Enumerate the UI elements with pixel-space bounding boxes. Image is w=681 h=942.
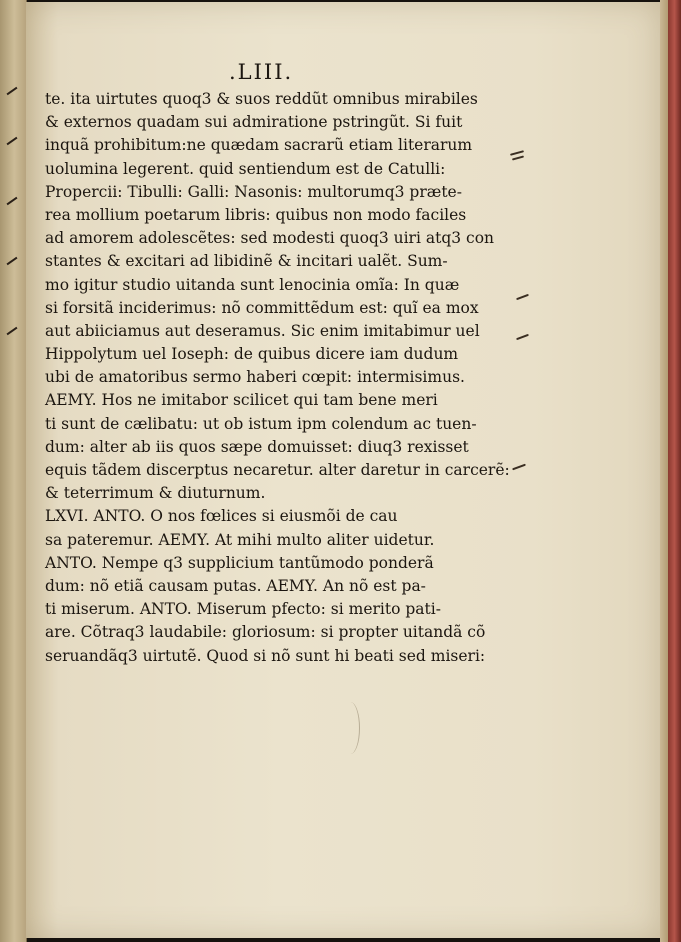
text-line: Hippolytum uel Ioseph: de quibus dicere iam dudum [45,345,459,364]
text-line: stantes & excitari ad libidinẽ & incitari ualẽt. Sum- [45,252,448,271]
text-line: te. ita uirtutes quoq3 & suos reddũt omnibus mirabiles [45,90,478,108]
margin-mark-icon [7,87,18,96]
marginal-note-icon [516,292,532,302]
margin-mark-icon [7,137,18,146]
text-line: dum: alter ab iis quos sæpe domuisset: diuq3 rexisset [45,437,469,456]
text-line: inquã prohibitum:ne quædam sacrarũ etiam literarum [45,136,473,155]
text-line: ad amorem adolescẽtes: sed modesti quoq3 uiri atq3 con [45,229,495,248]
margin-mark-icon [7,327,18,336]
margin-mark-icon [7,257,18,266]
marginal-note-icon [512,462,528,472]
text-line: si forsitã inciderimus: nõ committẽdum est: quĩ ea mox [45,298,479,317]
text-line: ti sunt de cælibatu: ut ob istum ipm colendum ac tuen- [45,414,477,433]
text-line: & teterrimum & diuturnum. [45,484,266,503]
margin-mark-icon [7,197,18,206]
text-line: & externos quadam sui admiratione pstringũt. Si fuit [45,113,463,132]
text-line: ti miserum. ANTO. Miserum pfecto: si merito pati- [45,600,441,619]
text-line: ubi de amatoribus sermo haberi cœpit: intermisimus. [45,368,465,387]
marginal-note-icon [516,332,532,342]
text-line: equis tãdem discerptus necaretur. alter daretur in carcerẽ: [45,461,510,479]
text-line: mo igitur studio uitanda sunt lenocinia omĩa: In quæ [45,275,460,294]
text-line: ANTO. Nempe q3 supplicium tantũmodo ponderã [45,553,434,572]
text-line: aut abiiciamus aut deseramus. Sic enim imitabimur uel [45,321,480,340]
page-stack-edge [660,0,668,942]
red-cover-edge [668,0,681,942]
previous-page-edge [0,0,27,942]
folio-number: .LIII. [229,60,294,84]
text-line: seruandãq3 uirtutẽ. Quod si nõ sunt hi beati sed miseri: [45,646,486,665]
main-text [45,88,510,668]
text-line: uolumina legerent. quid sentiendum est de Catulli: [45,159,446,178]
text-line: Propercii: Tibulli: Galli: Nasonis: multorumq3 præte- [45,182,462,201]
text-line: dum: nõ etiã causam putas. AEMY. An nõ est pa- [45,576,426,595]
text-line: sa pateremur. AEMY. At mihi multo aliter uidetur. [45,530,435,549]
text-line: LXVI. ANTO. O nos fœlices si eiusmõi de cau [45,507,398,526]
text-line: AEMY. Hos ne imitabor scilicet qui tam bene meri [45,391,438,410]
marginal-note-icon [510,150,526,160]
text-line: rea mollium poetarum libris: quibus non modo faciles [45,205,467,224]
page-crease [341,702,360,754]
text-line: are. Cõtraq3 laudabile: gloriosum: si propter uitandã cõ [45,623,486,642]
